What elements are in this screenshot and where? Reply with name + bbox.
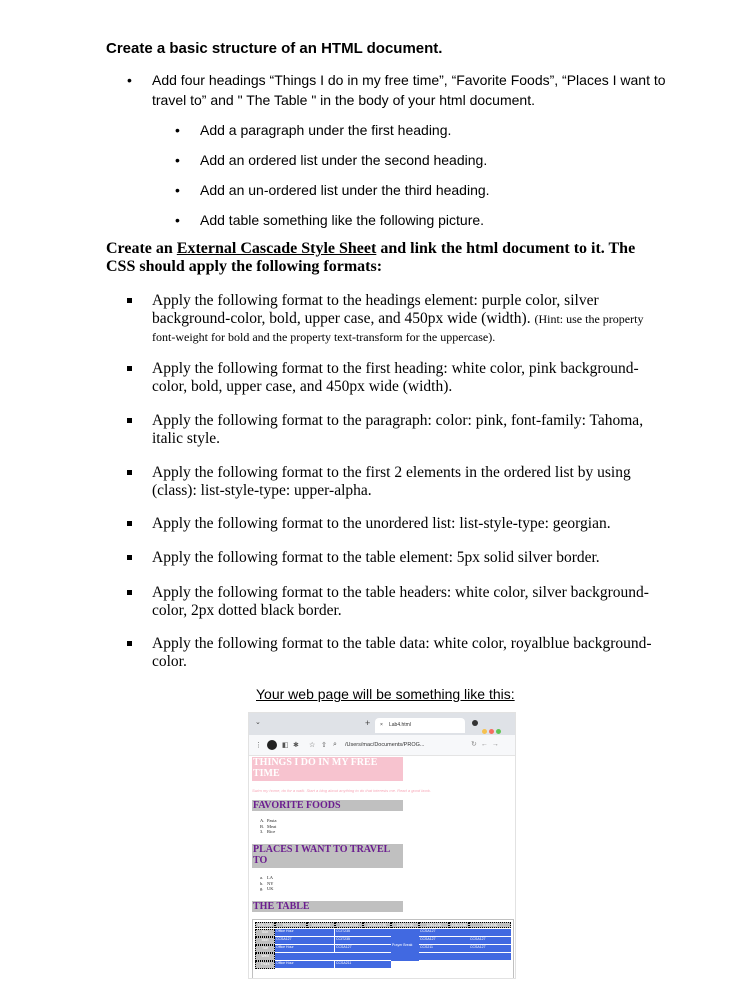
square-bullet-icon (127, 590, 132, 595)
new-tab-icon[interactable]: + (365, 718, 371, 728)
browser-screenshot (248, 712, 516, 979)
list-item (175, 120, 670, 140)
list-item (152, 360, 657, 395)
square-bullet-icon (127, 418, 132, 423)
table-header: Thurs (255, 961, 275, 969)
list-item (175, 210, 670, 230)
rule-text: Apply the following format to the paragraph: color: pink, font-family: Tahoma, italic style. (152, 412, 644, 447)
list-item (152, 292, 657, 347)
square-bullet-icon (127, 366, 132, 371)
list-item (152, 515, 657, 533)
table-cell: CCSA127 (469, 945, 511, 952)
css-heading-post: and link the html document to it. The CSS should apply the following formats: (106, 240, 636, 275)
rule-text: Apply the following format to the first 2 elements in the ordered list by using (class): list-style-type: upper-alpha. (152, 464, 631, 499)
table-header: 9:00-10:00 (275, 922, 307, 928)
extension-icon[interactable]: ✱ (293, 742, 299, 749)
minimize-dot-icon[interactable] (482, 729, 487, 734)
figure-caption: Your web page will be something like this: (256, 686, 515, 702)
list-item (152, 549, 657, 567)
bookmark-star-icon[interactable]: ☆ (309, 742, 316, 749)
address-bar (249, 735, 515, 756)
tab-bar (249, 713, 515, 735)
rule-text: Apply the following format to the headings element: purple color, silver background-color, bold, upper case, and 450px wide (width). (152, 292, 599, 327)
hint-text: (Hint: use the property font-weight for bold and the property text-transform for the uppercase). (152, 311, 644, 344)
schedule-table (252, 919, 514, 979)
bullet-icon: • (175, 122, 180, 138)
maximize-dot-icon[interactable] (496, 729, 501, 734)
section-title-html: Create a basic structure of an HTML document. (106, 40, 443, 57)
bullet-icon: • (175, 152, 180, 168)
table-header: 2:30-3:30 (449, 922, 469, 928)
share-icon[interactable]: ⇧ (321, 742, 327, 749)
subtask-text: Add an ordered list under the second heading. (200, 152, 488, 168)
table-header: 1:30-2:30 (419, 922, 449, 928)
subtask-text: Add table something like the following picture. (200, 212, 485, 228)
subtask-text: Add an un-ordered list under the third heading. (200, 182, 490, 198)
bullet-icon: • (175, 182, 180, 198)
bullet-icon: • (175, 212, 180, 228)
list-item: 3. Rice (260, 829, 276, 834)
list-item (152, 635, 657, 670)
list-item (152, 584, 657, 619)
rule-text: Apply the following format to the table headers: white color, silver background-color, 2px dotted black border. (152, 584, 649, 619)
square-bullet-icon (127, 298, 132, 303)
list-item (152, 464, 657, 499)
table-cell: CCSA127 (335, 945, 391, 952)
profile-icon[interactable] (472, 720, 478, 726)
rule-text: Apply the following format to the unordered list: list-style-type: georgian. (152, 515, 611, 532)
table-cell: Office Hour (275, 961, 334, 968)
table-cell: CCSA211 (335, 961, 391, 968)
unordered-list (260, 875, 274, 892)
table-cell: Office Hour (275, 945, 334, 952)
tab-title: Lab4.html (389, 722, 411, 728)
table-cell: CCSA127 (469, 937, 511, 944)
list-item: B. Meat (260, 823, 277, 829)
table-cell: CCIT235 (335, 929, 391, 936)
table-header: Tue (255, 945, 275, 953)
search-icon[interactable]: ⌕ (333, 741, 337, 748)
rule-text: Apply the following format to the table element: 5px solid silver border. (152, 549, 600, 566)
table-header: Wed (255, 953, 275, 961)
table-cell: Prayer Break (391, 929, 419, 961)
list-item: a. LA (260, 875, 273, 880)
table-header: Mon (255, 937, 275, 945)
rule-text: Apply the following format to the first heading: white color, pink background-color, bold, upper case, and 450px wide (width). (152, 360, 639, 395)
square-bullet-icon (127, 470, 132, 475)
page-heading-2: FAVORITE FOODS (252, 800, 403, 811)
table-cell: Office Hour (275, 929, 334, 936)
table-header: 12:30-1:30 (391, 922, 419, 928)
browser-tab[interactable] (375, 718, 465, 733)
chevron-down-icon[interactable]: ⌄ (255, 719, 261, 726)
list-item: b. NY (260, 880, 274, 886)
table-cell: CCSA127 (419, 929, 469, 936)
subtask-text: Add a paragraph under the first heading. (200, 122, 452, 138)
table-header: 8:00-9:00 (255, 922, 275, 928)
list-item: g. UK (260, 886, 274, 891)
list-item (175, 180, 670, 200)
square-bullet-icon (127, 555, 132, 560)
record-icon[interactable] (267, 740, 277, 750)
table-cell: CCIT235 (335, 937, 391, 944)
page-paragraph: Swim my home, do for a walk. Start a blog about anything to do that interests me. Read a good book. (252, 788, 431, 793)
nav-buttons[interactable]: ↻←→ (471, 741, 503, 748)
list-item (175, 150, 670, 170)
list-item (152, 412, 657, 447)
css-heading-pre: Create an (106, 240, 177, 257)
table-cell: CCSA127 (419, 937, 469, 944)
list-item (127, 70, 672, 110)
sidebar-icon[interactable]: ◧ (282, 742, 289, 749)
menu-dots-icon[interactable]: ⋮ (255, 742, 262, 749)
task-text: Add four headings “Things I do in my free time”, “Favorite Foods”, “Places I want to travel to” and " The Table " in the body of your html document. (152, 72, 666, 108)
page-heading-1: THINGS I DO IN MY FREE TIME (252, 757, 403, 781)
table-header: 12:00-12:30 (363, 922, 391, 928)
square-bullet-icon (127, 641, 132, 646)
close-dot-icon[interactable] (489, 729, 494, 734)
square-bullet-icon (127, 521, 132, 526)
css-heading-link: External Cascade Style Sheet (176, 240, 377, 257)
close-icon[interactable]: × (380, 722, 383, 728)
section-title-css (106, 240, 666, 276)
bullet-icon: • (127, 72, 132, 88)
list-item: A. Pasta (260, 818, 277, 823)
page-heading-3: PLACES I WANT TO TRAVEL TO (252, 844, 403, 868)
table-cell: CCSA127 (275, 937, 334, 944)
table-cell (275, 953, 511, 960)
url-field[interactable]: /Users/mac/Documents/PROG... (345, 742, 425, 748)
page-heading-4: THE TABLE (252, 901, 403, 912)
rule-text: Apply the following format to the table data: white color, royalblue background-color. (152, 635, 652, 670)
table-header: 10:00-11:00 (307, 922, 335, 928)
table-header: 3:30-4:30 (469, 922, 511, 928)
table-cell (469, 929, 511, 936)
table-header: 11:00-12:00 (335, 922, 363, 928)
table-header: Sun (255, 929, 275, 937)
table-cell: CCS211 (419, 945, 469, 952)
ordered-list (260, 818, 277, 835)
